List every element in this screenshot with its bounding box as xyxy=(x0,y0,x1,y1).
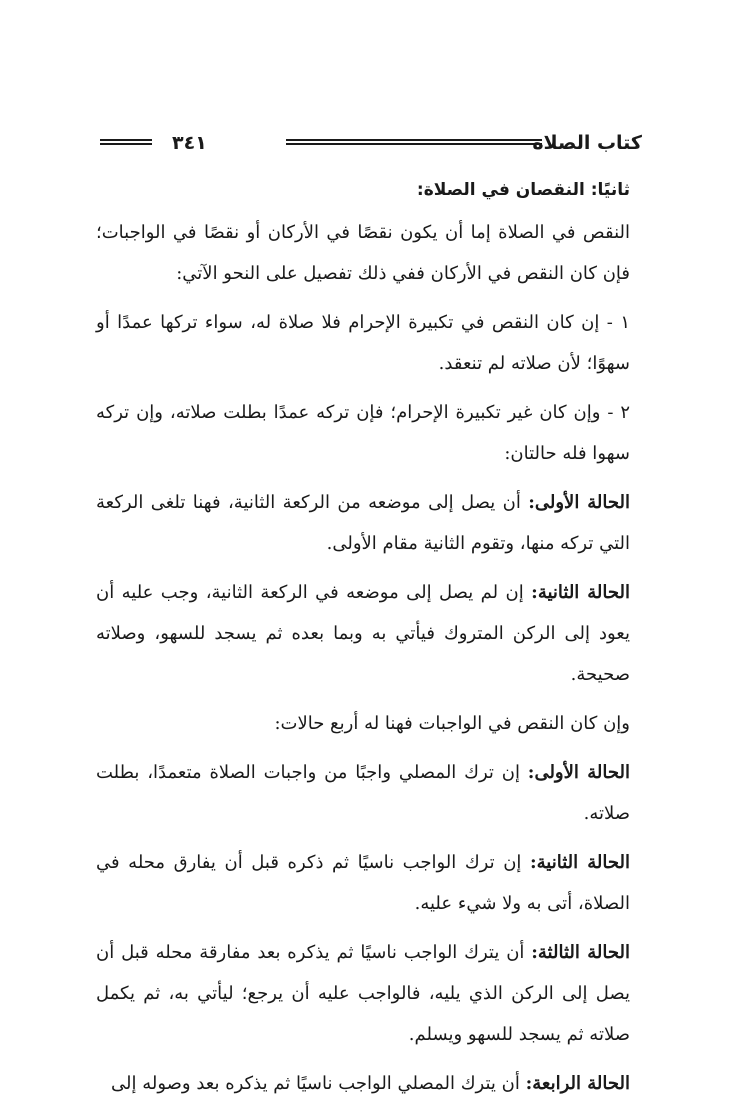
paragraph-text: وإن كان النقص في الواجبات فهنا له أربع حالات: xyxy=(274,713,630,734)
paragraph xyxy=(96,212,644,294)
paragraph xyxy=(96,302,644,384)
paragraph-lead: الحالة الثالثة: xyxy=(531,942,630,963)
paragraph xyxy=(96,572,644,695)
paragraph xyxy=(96,1063,644,1104)
paragraph-text: ١ - إن كان النقص في تكبيرة الإحرام فلا صلاة له، سواء تركها عمدًا أو سهوًا؛ لأن صلاته لم تنعقد. xyxy=(96,312,630,374)
running-header xyxy=(100,128,642,158)
header-rule-short xyxy=(100,139,152,145)
header-rule xyxy=(286,139,542,145)
paragraph-text: أن يصل إلى موضعه من الركعة الثانية، فهنا تلغى الركعة التي تركه منها، وتقوم الثانية مقام الأولى. xyxy=(96,492,630,554)
running-title: كتاب الصلاة xyxy=(532,132,642,154)
paragraph-lead: الحالة الثانية: xyxy=(531,582,630,603)
paragraph xyxy=(96,842,644,924)
paragraph xyxy=(96,752,644,834)
paragraph-lead: الحالة الأولى: xyxy=(527,762,630,783)
paragraph xyxy=(96,392,644,474)
paragraph-text: النقص في الصلاة إما أن يكون نقصًا في الأركان أو نقصًا في الواجبات؛ فإن كان النقص في الأركان ففي ذلك تفصيل على النحو الآتي: xyxy=(96,222,630,284)
page-content xyxy=(96,170,644,1112)
paragraph-text: إن ترك المصلي واجبًا من واجبات الصلاة متعمدًا، بطلت صلاته. xyxy=(96,762,630,824)
paragraph-text: إن لم يصل إلى موضعه في الركعة الثانية، وجب عليه أن يعود إلى الركن المتروك فيأتي به وبما بعده ثم يسجد للسهو، وصلاته صحيحة. xyxy=(96,582,630,685)
paragraph-lead: الحالة الأولى: xyxy=(528,492,630,513)
paragraph xyxy=(96,482,644,564)
paragraph-text: أن يترك الواجب ناسيًا ثم يذكره بعد مفارقة محله قبل أن يصل إلى الركن الذي يليه، فالواجب عليه أن يرجع؛ ليأتي به، ثم يكمل صلاته ثم يسجد للسهو ويسلم. xyxy=(96,942,630,1045)
paragraph xyxy=(96,932,644,1055)
paragraph-text: إن ترك الواجب ناسيًا ثم ذكره قبل أن يفارق محله في الصلاة، أتى به ولا شيء عليه. xyxy=(96,852,630,914)
page-number: ٣٤١ xyxy=(172,132,207,154)
section-heading: ثانيًا: النقصان في الصلاة: xyxy=(416,180,630,200)
paragraph-text: أن يترك المصلي الواجب ناسيًا ثم يذكره بعد وصوله إلى xyxy=(110,1073,526,1094)
paragraph-lead: الحالة الرابعة: xyxy=(525,1073,630,1094)
paragraph-text: ٢ - وإن كان غير تكبيرة الإحرام؛ فإن تركه عمدًا بطلت صلاته، وإن تركه سهوا فله حالتان: xyxy=(96,402,630,464)
paragraph-lead: الحالة الثانية: xyxy=(530,852,630,873)
paragraph xyxy=(96,703,644,744)
